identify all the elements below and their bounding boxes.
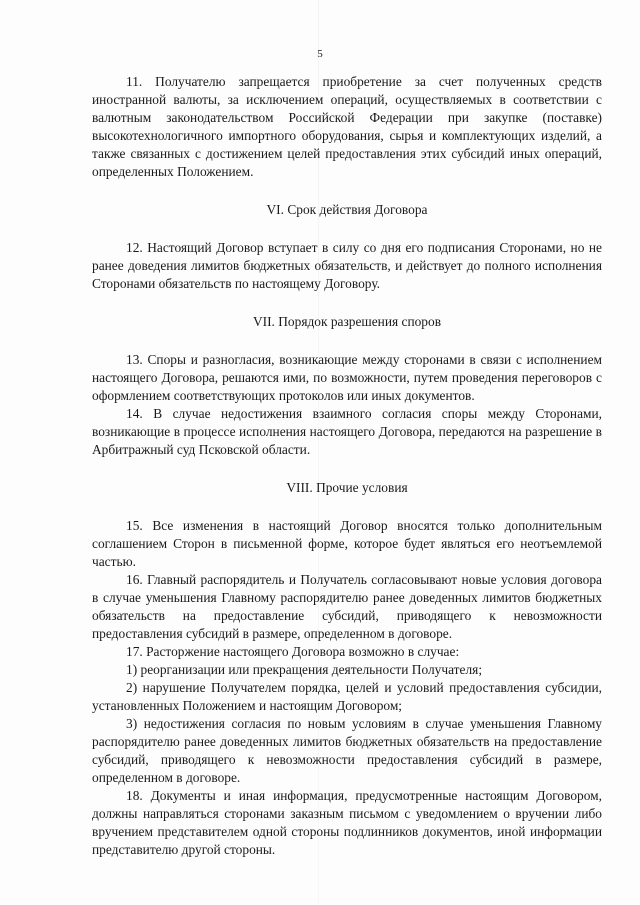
section-heading-vii: VII. Порядок разрешения споров	[252, 314, 442, 329]
list-item-17-3: 3) недостижения согласия по новым условиям в случае уменьшения Главному распорядителю ранее доведенных лимитов бюджетных обязательств на предоставление субсидий, приводящего к невозможности предоставления субсидий в размере, определенном в договоре.	[92, 716, 602, 785]
paragraph-17: 17. Расторжение настоящего Договора возможно в случае:	[126, 644, 460, 659]
list-item-17-2: 2) нарушение Получателем порядка, целей и условий предоставления субсидии, установленных Положением и настоящим Договором;	[92, 680, 602, 713]
section-heading-vi: VI. Срок действия Договора	[266, 202, 428, 217]
paragraph-18: 18. Документы и иная информация, предусмотренные настоящим Договором, должны направляться сторонами заказным письмом с уведомлением о вручении либо вручением представителем одной стороны подлинников документов, иной информации представителю другой стороны.	[92, 788, 602, 857]
list-item-17-1: 1) реорганизации или прекращения деятельности Получателя;	[126, 662, 483, 677]
paragraph-14: 14. В случае недостижения взаимного согласия споры между Сторонами, возникающие в процессе исполнения настоящего Договора, передаются на разрешение в Арбитражный суд Псковской области.	[92, 406, 602, 457]
paragraph-13: 13. Споры и разногласия, возникающие между сторонами в связи с исполнением настоящего Договора, решаются ими, по возможности, путем проведения переговоров с оформлением соответствующих протоколов или иных документов.	[92, 352, 602, 403]
paragraph-15: 15. Все изменения в настоящий Договор вносятся только дополнительным соглашением Сторон в письменной форме, которое будет являться его неотъемлемой частью.	[92, 518, 602, 569]
page-body	[92, 73, 602, 859]
paragraph-11: 11. Получателю запрещается приобретение за счет полученных средств иностранной валюты, за исключением операций, осуществляемых в соответствии с валютным законодательством Российской Федерации при закупке (поставке) высокотехнологичного импортного оборудования, сырья и комплектующих изделий, а также связанных с достижением целей предоставления этих субсидий иных операций, определенных Положением.	[92, 74, 602, 179]
section-heading-viii: VIII. Прочие условия	[286, 480, 408, 495]
page-number: 5	[317, 48, 323, 60]
paragraph-12: 12. Настоящий Договор вступает в силу со дня его подписания Сторонами, но не ранее доведения лимитов бюджетных обязательств, и действует до полного исполнения Сторонами обязательств по настоящему Договору.	[92, 240, 602, 291]
paragraph-16: 16. Главный распорядитель и Получатель согласовывают новые условия договора в случае уменьшения Главному распорядителю ранее доведенных лимитов бюджетных обязательств на предоставление субсидий, приводящего к невозможности предоставления субсидий в размере, определенном в договоре.	[92, 572, 602, 641]
